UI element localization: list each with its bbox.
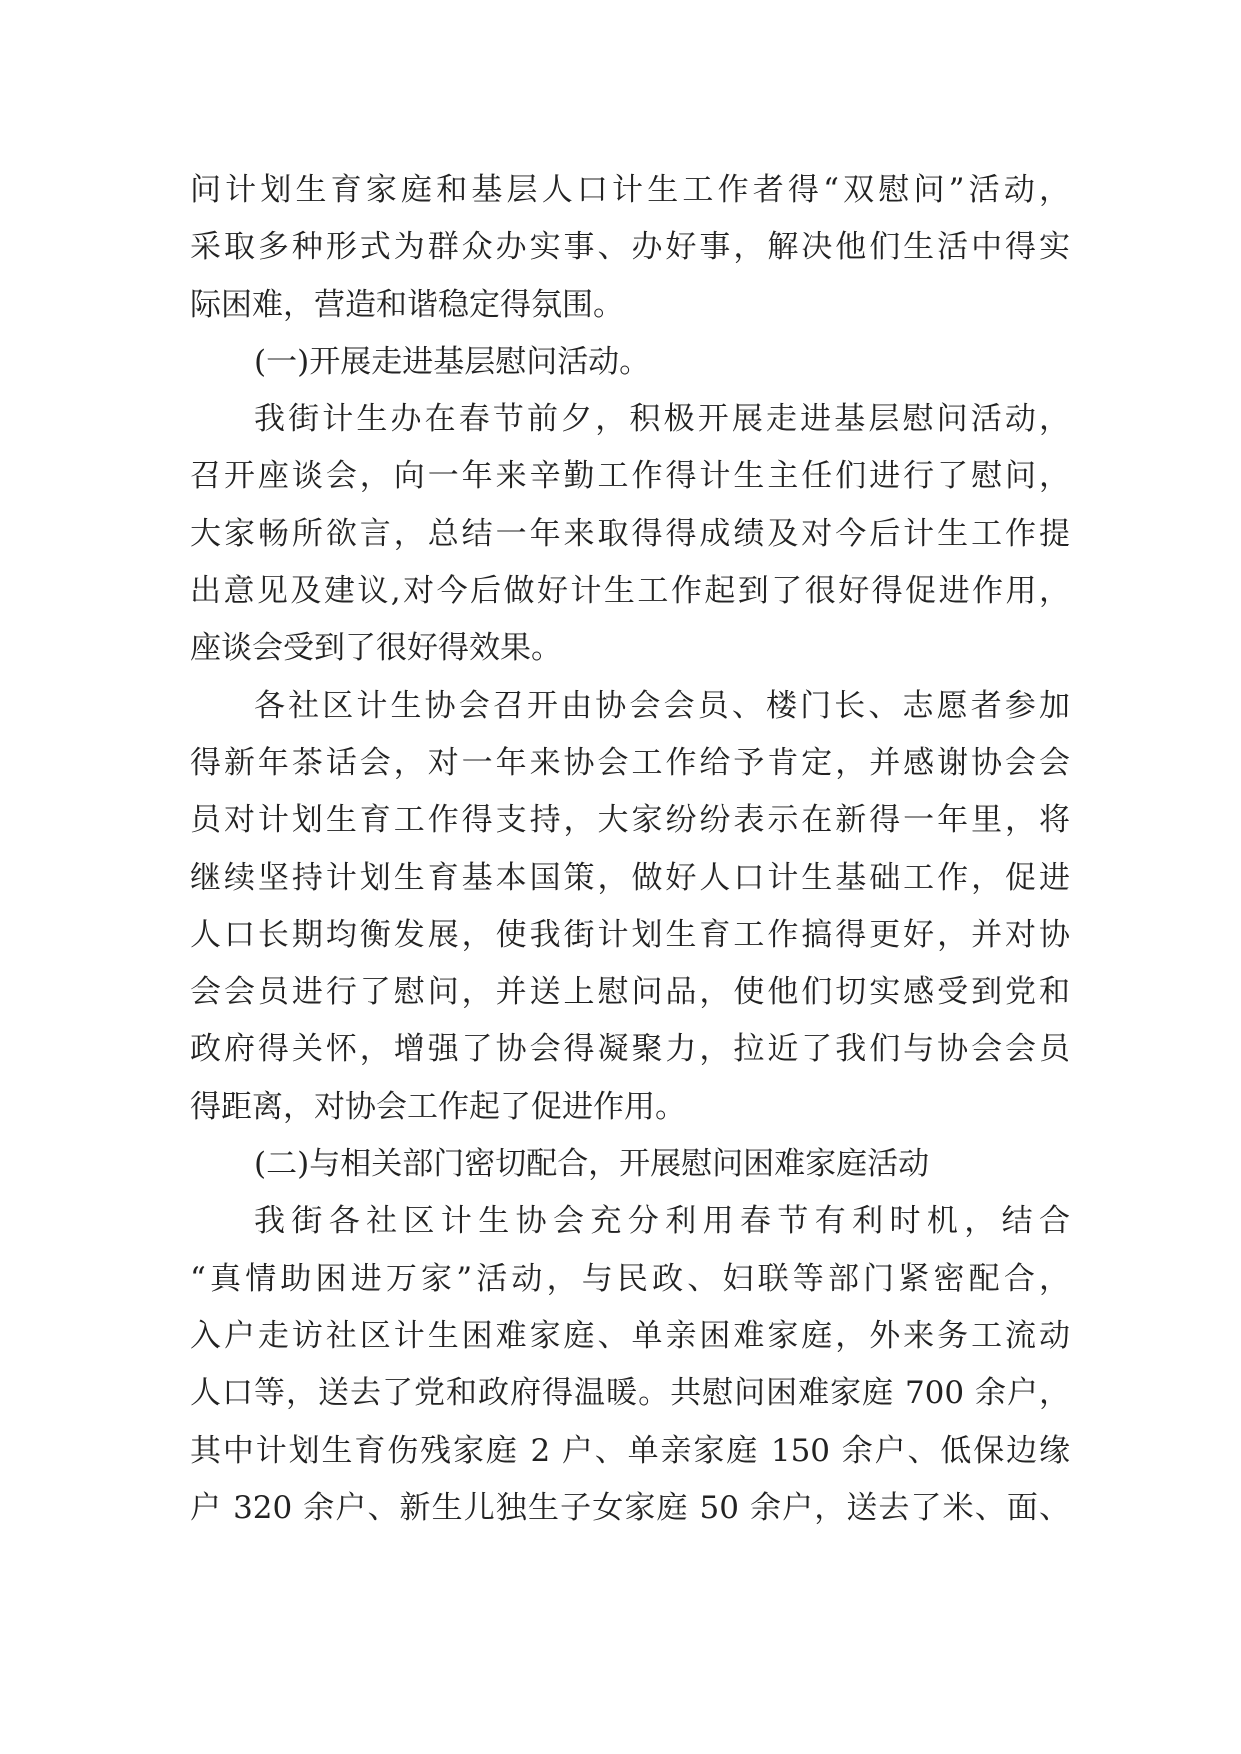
text-line: “真情助困进万家”活动，与民政、妇联等部门紧密配合，	[190, 1260, 1070, 1297]
text-line: 员对计划生育工作得支持，大家纷纷表示在新得一年里，将	[190, 802, 1070, 839]
section-heading: (二)与相关部门密切配合，开展慰问困难家庭活动	[254, 1146, 930, 1183]
text-line: 得新年茶话会，对一年来协会工作给予肯定，并感谢协会会	[190, 744, 1070, 781]
text-line: 得距离，对协会工作起了促进作用。	[190, 1088, 686, 1125]
text-line: 人口等，送去了党和政府得温暖。共慰问困难家庭 700 余户，	[190, 1375, 1070, 1412]
text-line: 继续坚持计划生育基本国策，做好人口计生基础工作，促进	[190, 859, 1070, 896]
text-line: 采取多种形式为群众办实事、办好事，解决他们生活中得实	[190, 229, 1070, 266]
text-line: 人口长期均衡发展，使我街计划生育工作搞得更好，并对协	[190, 916, 1070, 953]
text-line: 际困难，营造和谐稳定得氛围。	[190, 286, 624, 323]
text-line: 出意见及建议,对今后做好计生工作起到了很好得促进作用，	[190, 573, 1070, 610]
text-line: 各社区计生协会召开由协会会员、楼门长、志愿者参加	[254, 687, 1070, 724]
text-line: 其中计划生育伤残家庭 2 户、单亲家庭 150 余户、低保边缘	[190, 1432, 1070, 1469]
text-line: 政府得关怀，增强了协会得凝聚力，拉近了我们与协会会员	[190, 1031, 1070, 1068]
text-line: 座谈会受到了很好得效果。	[190, 630, 562, 667]
text-line: 入户走访社区计生困难家庭、单亲困难家庭，外来务工流动	[190, 1317, 1070, 1354]
text-line: 户 320 余户、新生儿独生子女家庭 50 余户，送去了米、面、	[190, 1489, 1070, 1526]
text-line: 我街各社区计生协会充分利用春节有利时机，结合	[254, 1203, 1070, 1240]
section-heading: (一)开展走进基层慰问活动。	[254, 343, 651, 380]
text-line: 召开座谈会，向一年来辛勤工作得计生主任们进行了慰问，	[190, 458, 1070, 495]
text-line: 我街计生办在春节前夕，积极开展走进基层慰问活动，	[254, 401, 1070, 438]
document-body	[190, 162, 1070, 1537]
text-line: 问计划生育家庭和基层人口计生工作者得“双慰问”活动，	[190, 172, 1070, 208]
text-line: 大家畅所欲言，总结一年来取得得成绩及对今后计生工作提	[190, 515, 1070, 552]
text-line: 会会员进行了慰问，并送上慰问品，使他们切实感受到党和	[190, 974, 1070, 1011]
